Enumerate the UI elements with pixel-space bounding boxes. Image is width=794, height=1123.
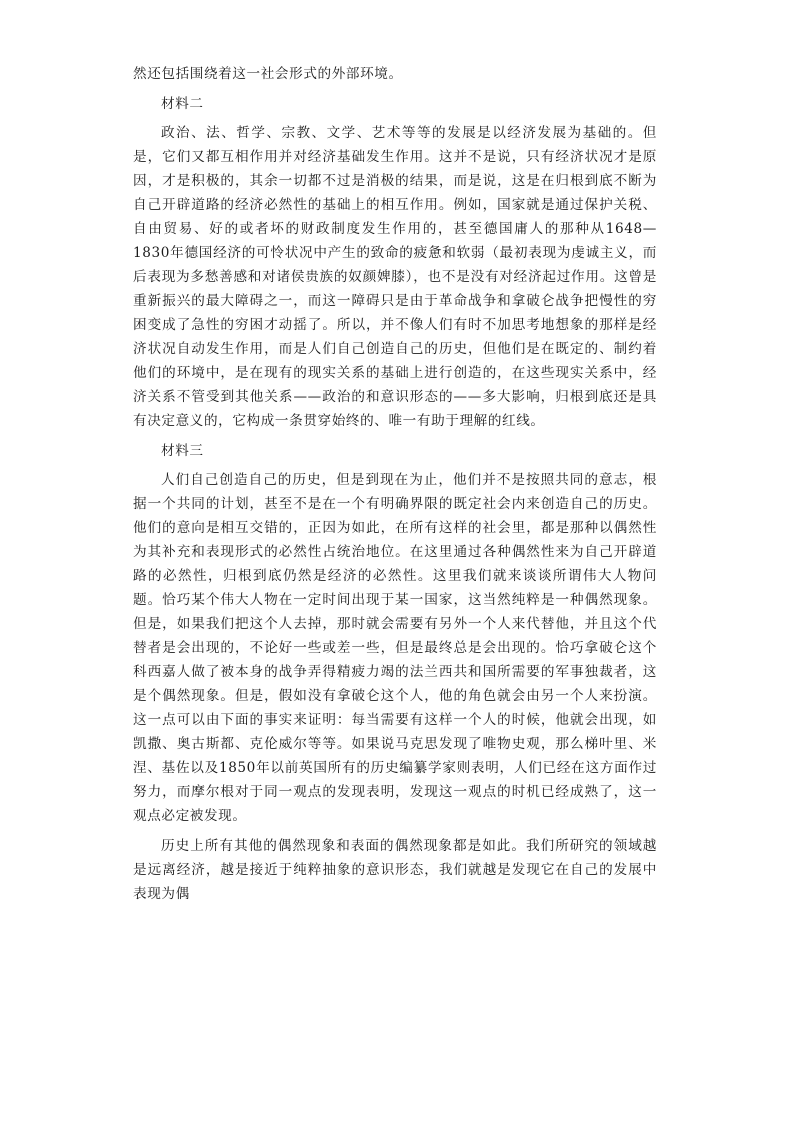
paragraph-continuation: 历史上所有其他的偶然现象和表面的偶然现象都是如此。我们所研究的领域越是远离经济，越是接近于纯粹抽象的意识形态，我们就越是发现它在自己的发展中表现为偶 [133,837,657,902]
paragraph-material-2: 政治、法、哲学、宗教、文学、艺术等等的发展是以经济发展为基础的。但是，它们又都互相作用并对经济基础发生作用。这并不是说，只有经济状况才是原因，才是积极的，其余一切都不过是消极的结果，而是说，这是在归根到底不断为自己开辟道路的经济必然性的基础上的相互作用。例如，国家就是通过保护关税、自由贸易、好的或者坏的财政制度发生作用的，甚至德国庸人的那种从1648—1830年德国经济的可怜状况中产生的致命的疲惫和软弱（最初表现为虔诚主义，而后表现为多愁善感和对诸侯贵族的奴颜婢膝），也不是没有对经济起过作用。这曾是重新振兴的最大障碍之一，而这一障碍只是由于革命战争和拿破仑战争把慢性的穷困变成了急性的穷困才动摇了。所以，并不像人们有时不加思考地想象的那样是经济状况自动发生作用，而是人们自己创造自己的历史，但他们是在既定的、制约着他们的环境中，是在现有的现实关系的基础上进行创造的，在这些现实关系中，经济关系不管受到其他关系——政治的和意识形态的——多大影响，归根到底还是具有决定意义的，它构成一条贯穿始终的、唯一有助于理解的红线。 [133,125,657,430]
continued-paragraph: 然还包括围绕着这一社会形式的外部环境。 [133,66,403,82]
paragraph-material-3: 人们自己创造自己的历史，但是到现在为止，他们并不是按照共同的意志，根据一个共同的计划，甚至不是在一个有明确界限的既定社会内来创造自己的历史。他们的意向是相互交错的，正因为如此，在所有这样的社会里，都是那种以偶然性为其补充和表现形式的必然性占统治地位。在这里通过各种偶然性来为自己开辟道路的必然性，归根到底仍然是经济的必然性。这里我们就来谈谈所谓伟大人物问题。恰巧某个伟大人物在一定时间出现于某一国家，这当然纯粹是一种偶然现象。但是，如果我们把这个人去掉，那时就会需要有另外一个人来代替他，并且这个代替者是会出现的，不论好一些或差一些，但是最终总是会出现的。恰巧拿破仑这个科西嘉人做了被本身的战争弄得精疲力竭的法兰西共和国所需要的军事独裁者，这是个偶然现象。但是，假如没有拿破仑这个人，他的角色就会由另一个人来扮演。这一点可以由下面的事实来证明：每当需要有这样一个人的时候，他就会出现，如凯撒、奥古斯都、克伦威尔等等。如果说马克思发现了唯物史观，那么梯叶里、米涅、基佐以及1850年以前英国所有的历史编纂学家则表明，人们已经在这方面作过努力，而摩尔根对于同一观点的发现表明，发现这一观点的时机已经成熟了，这一观点必定被发现。 [133,472,657,825]
section-heading-material-3: 材料三 [161,442,204,459]
section-heading-material-2: 材料二 [161,95,204,112]
document-body [133,62,657,912]
